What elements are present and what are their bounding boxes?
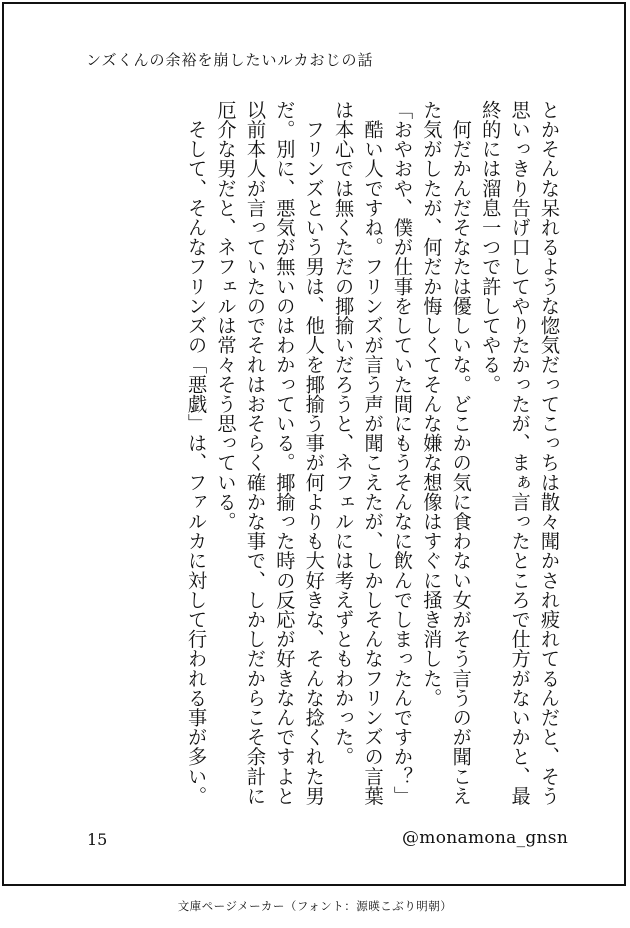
author-handle: @monamona_gnsn (402, 828, 569, 848)
page-frame (2, 2, 626, 886)
paragraph: 「おやおや、僕が仕事をしていた間にもうそんなに飲んでしまったんですか？」 (390, 100, 414, 806)
paragraph: とかそんな呆れるような惚気だってこっちは散々聞かされ疲れてるんだと、そう思いっきり告げ口してやりたかったが、まぁ言ったところで仕方がないかと、最終的には溜息一つで許してやる。 (479, 100, 561, 806)
generator-caption: 文庫ページメーカー（フォント：源暎こぶり明朝） (177, 899, 453, 913)
page-number: 15 (87, 830, 108, 849)
running-header-title: ンズくんの余裕を崩したいルカおじの話 (86, 51, 374, 69)
paragraph: 何だかんだそなたは優しいな。どこかの気に食わない女がそう言うのが聞こえた気がしたが、何だか悔しくてそんな嫌な想像はすぐに掻き消した。 (420, 100, 473, 806)
paragraph: 酷い人ですね。フリンズが言う声が聞こえたが、しかしそんなフリンズの言葉は本心では無くただの揶揄いだろうと、ネフェルには考えずともわかった。 (332, 100, 385, 806)
paragraph: そして、そんなフリンズの「悪戯」は、ファルカに対して行われる事が多い。 (185, 100, 209, 806)
paragraph: フリンズという男は、他人を揶揄う事が何よりも大好きな、そんな捻くれた男だ。別に、悪気が無いのはわかっている。揶揄った時の反応が好きなんですよと以前本人が言っていたのでそれはおそらく確かな事で、しかしだからこそ余計に厄介な男だと、ネフェルは常々そう思っている。 (214, 100, 326, 806)
body-text (74, 100, 564, 820)
